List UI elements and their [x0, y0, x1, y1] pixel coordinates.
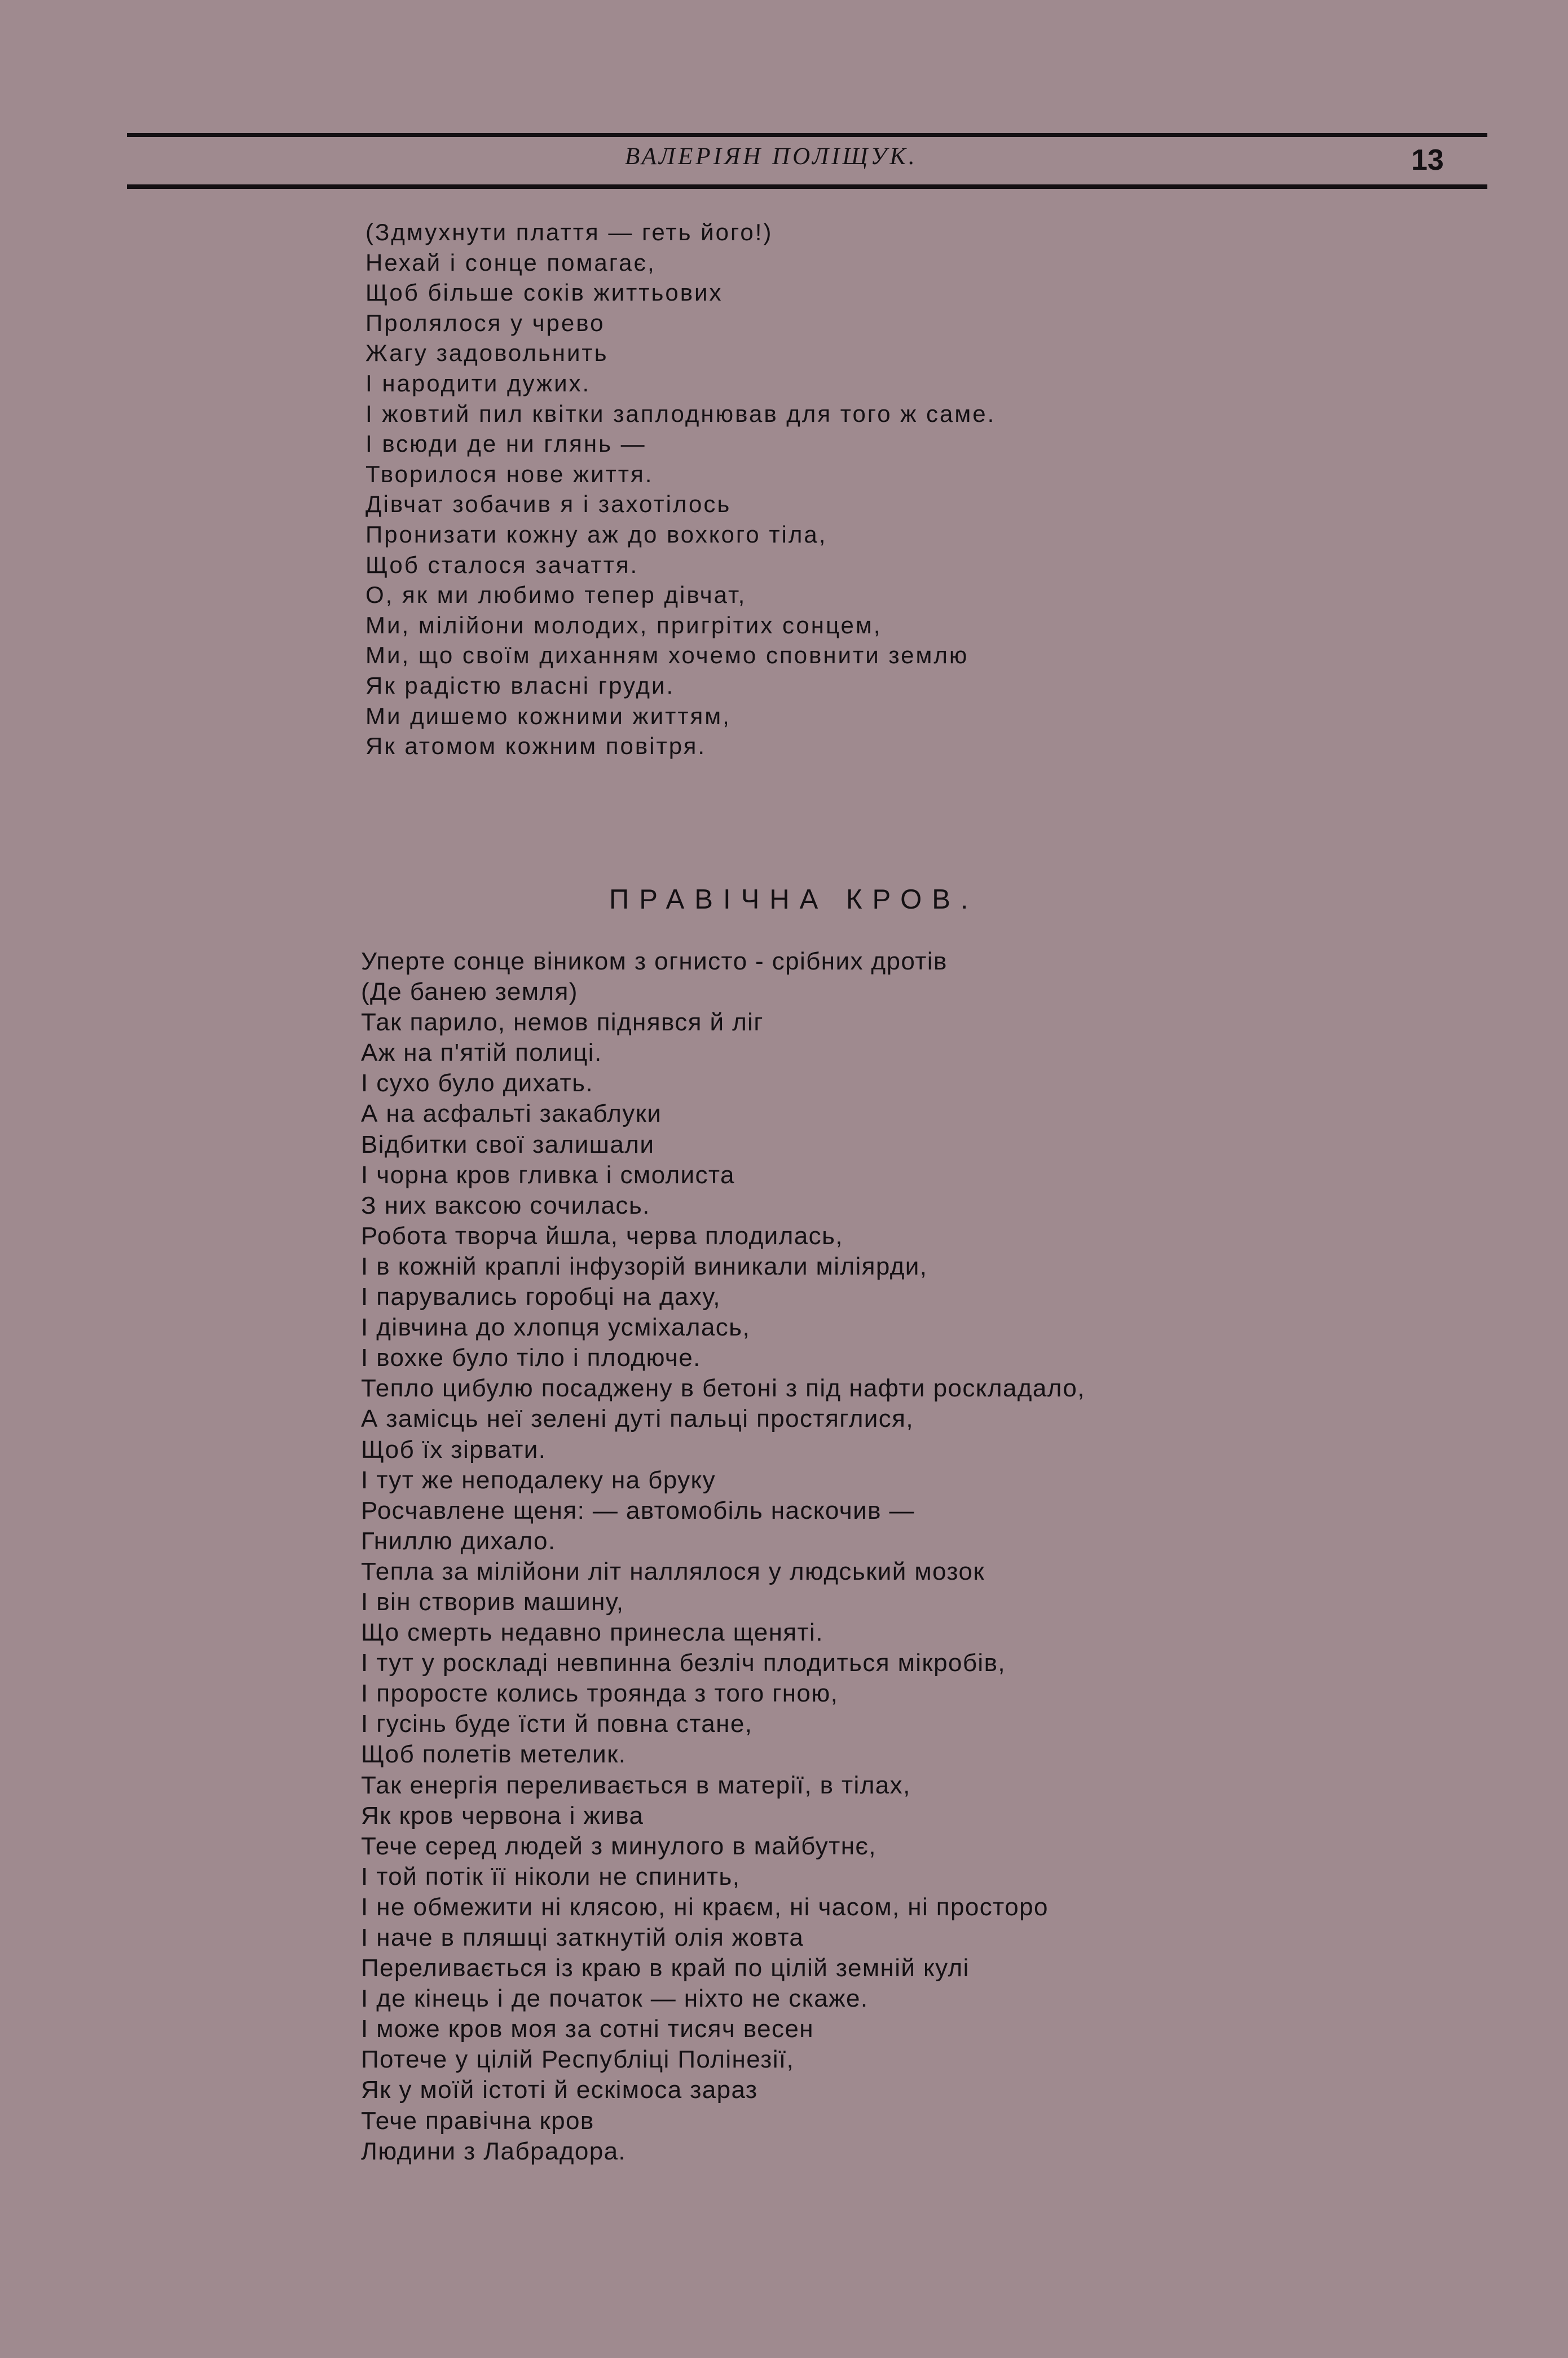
verse-line: І всюди де ни глянь —	[365, 430, 646, 457]
header-top-rule	[127, 133, 1487, 137]
verse-line: І проросте колись троянда з того гною,	[361, 1680, 839, 1708]
verse-line: Тепла за мілійони літ наллялося у людський мозок	[361, 1557, 985, 1585]
verse-line: Щоб полетів метелик.	[361, 1740, 627, 1769]
verse-line: І вохке було тіло і плодюче.	[361, 1344, 701, 1372]
verse-line: Як атомом кожним повітря.	[365, 733, 707, 760]
verse-line: Як у моїй істоті й ескімоса зараз	[361, 2076, 758, 2104]
verse-line: Уперте сонце віником з огнисто - срібних дротів	[361, 947, 948, 975]
verse-line: Щоб більше соків життьових	[365, 279, 723, 306]
verse-line: Пролялося у чрево	[365, 309, 605, 336]
verse-line: І жовтий пил квітки заплоднював для того ж саме.	[365, 400, 996, 427]
verse-line: (Здмухнути плаття — геть його!)	[365, 219, 773, 245]
verse-line: З них ваксою сочилась.	[361, 1191, 650, 1219]
verse-line: Потече у цілій Республіці Полінезії,	[361, 2046, 795, 2074]
verse-line: І сухо було дихать.	[361, 1069, 593, 1098]
verse-line: Людини з Лабрадора.	[361, 2137, 627, 2165]
verse-line: І в кожній краплі інфузорій виникали міліярди,	[361, 1252, 928, 1280]
verse-line: Ми, що своїм диханням хочемо сповнити землю	[365, 642, 969, 669]
verse-line: І народити дужих.	[365, 369, 591, 396]
verse-line: І той потік її ніколи не спинить,	[361, 1862, 741, 1890]
verse-line: Аж на п'ятій полиці.	[361, 1039, 602, 1067]
verse-line: Як радістю власні груди.	[365, 672, 675, 699]
verse-line: І дівчина до хлопця усміхалась,	[361, 1314, 751, 1342]
verse-line: Щоб сталося зачаття.	[365, 551, 639, 578]
verse-line: Що смерть недавно принесла щеняті.	[361, 1619, 823, 1647]
verse-line: Пронизати кожну аж до вохкого тіла,	[365, 521, 827, 548]
verse-line: Тече серед людей з минулого в майбутнє,	[361, 1832, 877, 1860]
poem-title: ПРАВІЧНА КРОВ.	[609, 884, 979, 915]
verse-line: І де кінець і де початок — ніхто не скаже.	[361, 1985, 869, 2013]
running-title: ВАЛЕРІЯН ПОЛІЩУК.	[625, 143, 918, 170]
verse-line: Дівчат зобачив я і захотілось	[365, 491, 732, 518]
header-bottom-rule	[127, 184, 1487, 189]
verse-line: І тут у роскладі невпинна безліч плодиться мікробів,	[361, 1649, 1006, 1677]
verse-line: Ми, мілійони молодих, пригрітих сонцем,	[365, 611, 882, 638]
verse-line: Відбитки свої залишали	[361, 1130, 655, 1158]
poem-continuation	[365, 217, 1437, 761]
page-number: 13	[1411, 144, 1444, 177]
verse-line: І наче в пляшці заткнутій олія жовта	[361, 1924, 804, 1951]
verse-line: Так енергія переливається в матерії, в тілах,	[361, 1771, 911, 1799]
verse-line: І тут же неподалеку на бруку	[361, 1466, 716, 1494]
verse-line: І парувались горобці на даху,	[361, 1283, 721, 1311]
verse-line: Як кров червона і жива	[361, 1801, 644, 1830]
poem-pravichna-krov	[361, 946, 1292, 2167]
verse-line: І гусінь буде їсти й повна стане,	[361, 1710, 753, 1738]
verse-line: Тече правічна кров	[361, 2106, 594, 2135]
verse-line: Гниллю дихало.	[361, 1527, 556, 1555]
verse-line: І не обмежити ні клясою, ні краєм, ні часом, ні просторо	[361, 1893, 1049, 1921]
verse-line: І може кров моя за сотні тисяч весен	[361, 2015, 814, 2043]
verse-line: (Де банею земля)	[361, 978, 578, 1006]
verse-line: Тепло цибулю посаджену в бетоні з під нафти роскладало,	[361, 1374, 1085, 1403]
verse-line: О, як ми любимо тепер дівчат,	[365, 581, 747, 609]
verse-line: Робота творча йшла, черва плодилась,	[361, 1222, 843, 1250]
verse-line: А замісць неї зелені дуті пальці простяглися,	[361, 1405, 914, 1433]
verse-line: Переливається із краю в край по цілій земній кулі	[361, 1954, 970, 1982]
verse-line: Жагу задовольнить	[365, 340, 609, 367]
verse-line: Росчавлене щеня: — автомобіль наскочив —	[361, 1496, 915, 1524]
verse-line: І він створив машину,	[361, 1588, 624, 1616]
verse-line: Щоб їх зірвати.	[361, 1435, 547, 1464]
verse-line: Нехай і сонце помагає,	[365, 249, 656, 276]
verse-line: Творилося нове життя.	[365, 460, 654, 487]
verse-line: Так парило, немов піднявся й ліг	[361, 1008, 764, 1037]
verse-line: Ми дишемо кожними життям,	[365, 702, 731, 729]
verse-line: І чорна кров гливка і смолиста	[361, 1161, 735, 1189]
verse-line: А на асфальті закаблуки	[361, 1100, 662, 1128]
